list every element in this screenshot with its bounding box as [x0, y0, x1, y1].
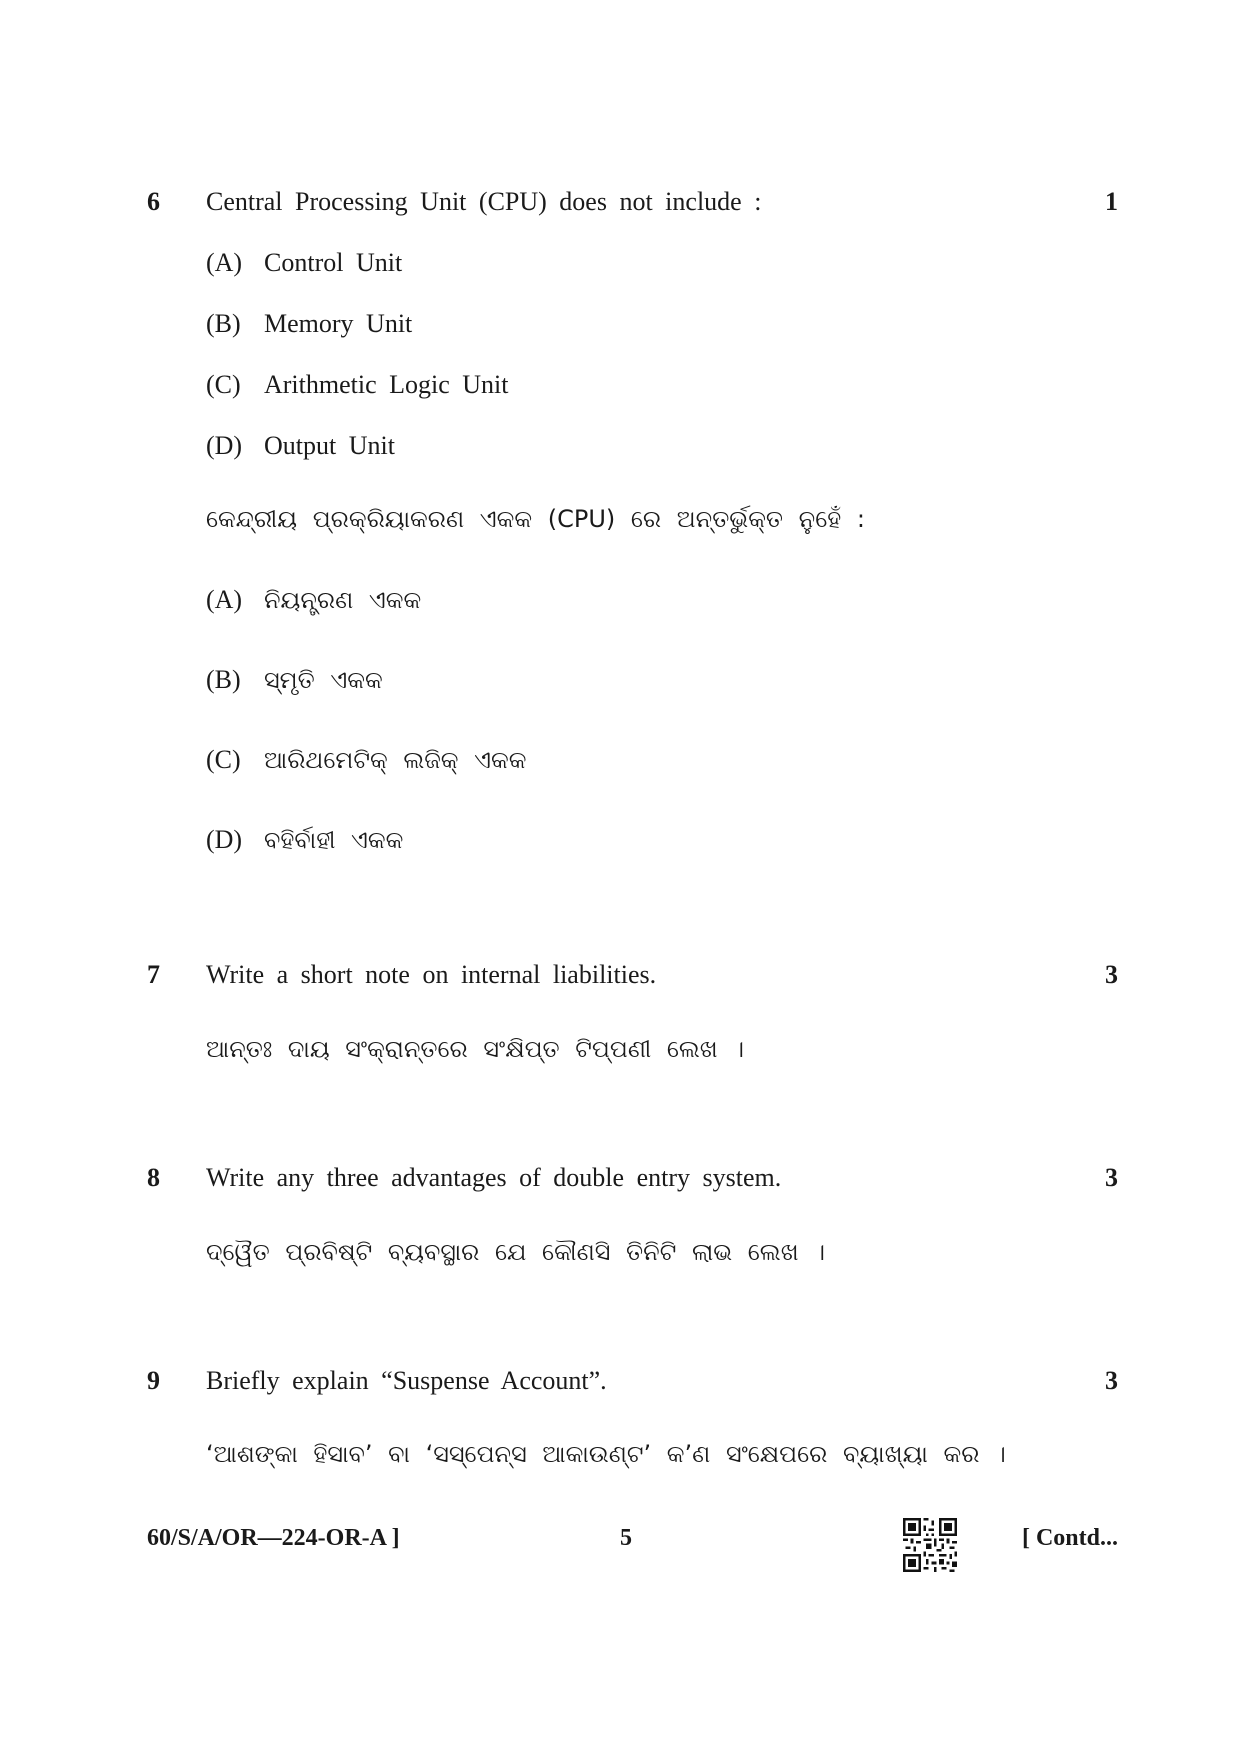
question-8-text-english: Write any three advantages of double entry system.: [206, 1163, 782, 1192]
option-text: Control Unit: [264, 248, 403, 277]
question-6-odia-option-d: [206, 825, 403, 855]
option-text: ନିୟନ୍ତ୍ରଣ ଏକକ: [264, 586, 422, 614]
option-letter: (D): [206, 431, 243, 460]
option-letter: (A): [206, 585, 243, 614]
question-9-marks: 3: [1105, 1366, 1118, 1395]
qr-code-icon: [903, 1518, 957, 1572]
question-7-text-english: Write a short note on internal liabilities.: [206, 960, 657, 989]
option-letter: (C): [206, 745, 241, 774]
question-7-marks: 3: [1105, 960, 1118, 989]
continued-label: [ Contd...: [1021, 1525, 1118, 1551]
question-6-odia-option-c: [206, 745, 527, 775]
option-text: Output Unit: [264, 431, 395, 460]
option-text: Arithmetic Logic Unit: [264, 370, 509, 399]
option-letter: (D): [206, 825, 243, 854]
page-number: 5: [620, 1525, 632, 1551]
option-text: ବହିର୍ବାହୀ ଏକକ: [264, 826, 404, 854]
question-6-option-b: [206, 309, 412, 339]
question-6-text-odia: କେନ୍ଦ୍ରୀୟ ପ୍ରକ୍ରିୟାକରଣ ଏକକ (CPU) ରେ ଅନ୍ତର୍ଭୁକ୍ତ ନୁହେଁ :: [206, 505, 865, 533]
question-6-text-english: Central Processing Unit (CPU) does not include :: [206, 187, 762, 216]
option-letter: (C): [206, 370, 241, 399]
option-letter: (B): [206, 309, 241, 338]
question-9-text-english: Briefly explain “Suspense Account”.: [206, 1366, 607, 1395]
option-text: ସ୍ମୃତି ଏକକ: [264, 666, 383, 694]
question-9-number: 9: [147, 1366, 160, 1395]
question-6-odia-option-b: [206, 665, 383, 695]
question-6-option-d: [206, 431, 395, 461]
question-9-text-odia: ‘ଆଶଙ୍କା ହିସାବ’ ବା ‘ସସ୍‌ପେନ୍‌ସ ଆକାଉଣ୍ଟ’ କ’ଣ ସଂକ୍ଷେପରେ ବ୍ୟାଖ୍ୟା କର ।: [206, 1440, 1006, 1468]
question-6-number: 6: [147, 187, 160, 216]
question-8-marks: 3: [1105, 1163, 1118, 1192]
option-text: ଆରିଥମେଟିକ୍ ଲଜିକ୍ ଏକକ: [264, 746, 527, 774]
question-6-option-a: [206, 248, 402, 278]
question-6-odia-option-a: [206, 585, 421, 615]
question-7-text-odia: ଆନ୍ତଃ ଦାୟ ସଂକ୍ରାନ୍ତରେ ସଂକ୍ଷିପ୍ତ ଟିପ୍ପଣୀ ଲେଖ ।: [206, 1035, 745, 1063]
question-7-number: 7: [147, 960, 160, 989]
question-6-option-c: [206, 370, 509, 400]
option-letter: (A): [206, 248, 243, 277]
question-8-number: 8: [147, 1163, 160, 1192]
option-text: Memory Unit: [264, 309, 413, 338]
paper-code: 60/S/A/OR—224-OR-A ]: [147, 1525, 400, 1551]
question-6-marks: 1: [1105, 187, 1118, 216]
option-letter: (B): [206, 665, 241, 694]
question-8-text-odia: ଦ୍ୱୈତ ପ୍ରବିଷ୍ଟି ବ୍ୟବସ୍ଥାର ଯେ କୌଣସି ତିନିଟି ଲାଭ ଲେଖ ।: [206, 1238, 826, 1266]
